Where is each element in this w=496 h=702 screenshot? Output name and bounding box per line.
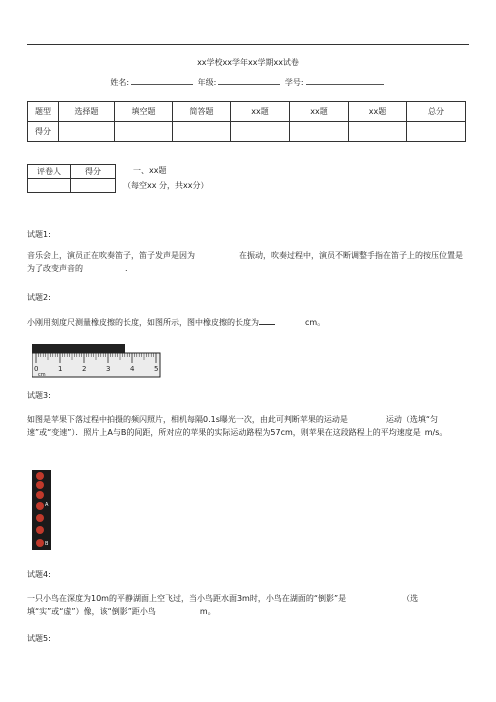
question-text-part: 小刚用刻度尺测量橡皮擦的长度，如图所示，图中橡皮擦的长度为 bbox=[27, 318, 259, 327]
point-a-label: A bbox=[45, 502, 49, 508]
score-header-cell: 选择题 bbox=[59, 102, 115, 122]
score-cell[interactable] bbox=[173, 122, 231, 142]
name-label: 姓名: bbox=[110, 78, 130, 87]
grade-field[interactable] bbox=[218, 76, 280, 85]
question-text-part: 一只小鸟在深度为10m的平静湖面上空飞过，当小鸟距水面3m时，小鸟在湖面的“倒影”是 bbox=[27, 594, 347, 603]
question-label: 试题4: bbox=[27, 570, 51, 579]
rater-table bbox=[27, 164, 116, 193]
apple-dot bbox=[36, 491, 44, 499]
question-text-part: 音乐会上，演员正在吹奏笛子，笛子发声是因为 bbox=[27, 251, 195, 260]
question-text-part: 如图是苹果下落过程中拍摄的频闪照片，相机每隔0.1s曝光一次，由此可判断苹果的运动是 bbox=[27, 415, 348, 424]
header-rule bbox=[27, 44, 469, 45]
ruler-tick-label: 2 bbox=[82, 365, 87, 373]
grade-label: 年级: bbox=[197, 78, 217, 87]
score-header-cell: xx题 bbox=[349, 102, 407, 122]
score-cell[interactable] bbox=[290, 122, 349, 142]
eraser-shape bbox=[32, 344, 125, 353]
question-text-part: 在振动，吹奏过程中，演员不断调整手指在笛子上的按压位置是为了改变声音的 bbox=[27, 251, 463, 273]
score-row-label: 得分 bbox=[28, 122, 59, 142]
score-header-cell: 总分 bbox=[407, 102, 466, 122]
question-text-part: . bbox=[125, 264, 128, 273]
exam-title: xx学校xx学年xx学期xx试卷 bbox=[197, 58, 299, 67]
question-text bbox=[27, 592, 469, 618]
rater-header-cell: 评卷人 bbox=[28, 165, 71, 179]
score-cell[interactable] bbox=[59, 122, 115, 142]
rater-header-cell: 得分 bbox=[71, 165, 116, 179]
point-b-label: B bbox=[45, 541, 49, 547]
answer-blank[interactable] bbox=[259, 316, 275, 325]
score-header-cell: 填空题 bbox=[115, 102, 173, 122]
question-text bbox=[27, 413, 469, 439]
apple-dot bbox=[36, 472, 44, 480]
rater-name-cell[interactable] bbox=[28, 179, 71, 193]
ruler-tick-label: 1 bbox=[58, 365, 63, 373]
score-table-header-row bbox=[28, 102, 466, 122]
name-field[interactable] bbox=[131, 76, 193, 85]
question-text bbox=[27, 249, 469, 275]
student-id-field[interactable] bbox=[306, 76, 384, 85]
apple-dot bbox=[36, 481, 44, 489]
rater-header-row bbox=[28, 165, 116, 179]
section-subtitle: （每空xx 分，共xx分） bbox=[123, 181, 209, 190]
ruler-unit-label: cm bbox=[38, 372, 46, 378]
ruler-tick-label: 4 bbox=[130, 365, 135, 373]
question-label: 试题2: bbox=[27, 293, 51, 302]
question-text-part: cm。 bbox=[305, 318, 326, 327]
ruler-tick-label: 0 bbox=[34, 365, 39, 373]
section-title: 一、xx题 bbox=[133, 166, 167, 175]
score-cell[interactable] bbox=[115, 122, 173, 142]
apple-dot bbox=[36, 502, 44, 510]
apple-dot bbox=[36, 526, 44, 534]
score-header-cell: 简答题 bbox=[173, 102, 231, 122]
student-id-label: 学号: bbox=[284, 78, 304, 87]
score-header-cell: xx题 bbox=[290, 102, 349, 122]
student-info-line bbox=[0, 76, 496, 88]
apple-strobe-photo bbox=[32, 470, 51, 550]
question-text-part: m。 bbox=[199, 607, 216, 616]
question-text-part: m/s。 bbox=[424, 428, 448, 437]
score-table bbox=[27, 101, 466, 142]
ruler-figure bbox=[32, 341, 162, 379]
score-cell[interactable] bbox=[231, 122, 290, 142]
question-text-part: 运动（选填“匀速”或“变速”）．照片上A与B的间距，所对应的苹果的实际运动路程为57cm，则苹果在这段路程上的平均速度是 bbox=[27, 415, 439, 437]
question-label: 试题5: bbox=[27, 634, 51, 643]
apple-dot bbox=[36, 514, 44, 522]
question-label: 试题1: bbox=[27, 230, 51, 239]
question-label: 试题3: bbox=[27, 391, 51, 400]
rater-input-row bbox=[28, 179, 116, 193]
ruler-tick-label: 5 bbox=[154, 365, 159, 373]
rater-score-cell[interactable] bbox=[71, 179, 116, 193]
ruler-tick-label: 3 bbox=[106, 365, 111, 373]
score-table-score-row bbox=[28, 122, 466, 142]
score-cell[interactable] bbox=[407, 122, 466, 142]
score-header-cell: 题型 bbox=[28, 102, 59, 122]
score-cell[interactable] bbox=[349, 122, 407, 142]
apple-dot bbox=[36, 539, 44, 547]
question-text-part: （选填“实”或“虚”）像，该“倒影”距小鸟 bbox=[27, 594, 419, 616]
score-header-cell: xx题 bbox=[231, 102, 290, 122]
question-text bbox=[27, 316, 469, 329]
